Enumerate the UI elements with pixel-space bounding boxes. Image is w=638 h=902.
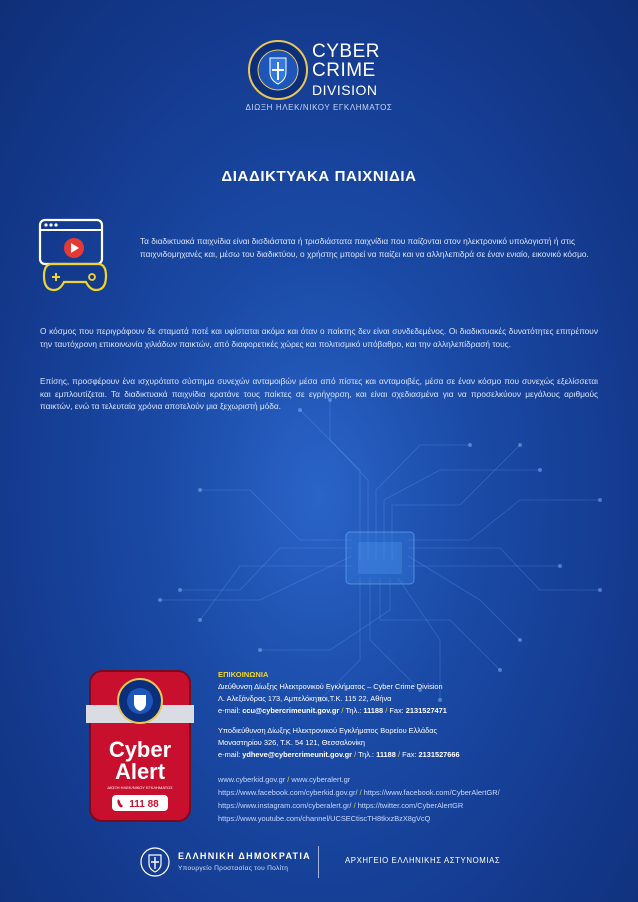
email-link-2[interactable]: ydheve@cybercrimeunit.gov.gr	[242, 750, 352, 759]
brand-line-cyber: CYBER	[312, 41, 380, 62]
brand-line-crime: CRIME	[312, 60, 376, 81]
badge-line2: Alert	[114, 759, 166, 784]
intro-text: Τα διαδικτυακά παιχνίδια είναι δισδιάστατα ή τρισδιάστατα παιχνίδια που παίζονται στον ηλεκτρονικό υπολογιστή ή στις παιχνιδομηχανές και, μέσω του διαδικτύου, ο χρήστης μπορεί να παίζει και να αλληλεπιδρά σε έναν ενιαίο, εικονικό κόσμο.	[140, 236, 589, 259]
contact-address-1: Λ. Αλεξάνδρας 173, Αμπελόκηποι,Τ.Κ. 115 22, Αθήνα	[218, 694, 392, 703]
body-paragraph-1: Ο κόσμος που περιγράφουν δε σταματά ποτέ και υφίσταται ακόμα και όταν ο παίκτης δεν είναι συνδεδεμένος. Οι διαδικτυακές δυνατότητες επιτρέπουν την ταυτόχρονη επικοινωνία χιλιάδων παικτών, από διαφορετικές χώρες και πολιτισμικό υπόβαθρο, και την αλληλεπίδρασή τους.	[40, 326, 598, 349]
brand-subtitle: ΔΙΩΞΗ ΗΛΕΚ/ΝΙΚΟΥ ΕΓΚΛΗΜΑΤΟΣ	[245, 103, 393, 112]
contact-line-2: e-mail: ydheve@cybercrimeunit.gov.gr / Τηλ.: 11188 / Fax: 2131527666	[218, 750, 460, 759]
links-section: www.cyberkid.gov.gr / www.cyberalert.gr https://www.facebook.com/cyberkid.gov.gr/ / https://www.facebook.com/CyberAlertGR/ https://www.instagram.com/cyberalert.gr/ / https://twitter.com/CyberAlertGR https://www.youtube.com/channel/UCSECtiscTH8tkxzBzX8gVcQ	[218, 775, 500, 823]
link-facebook-cyberalert[interactable]: https://www.facebook.com/CyberAlertGR/	[363, 788, 500, 797]
link-cyberkid[interactable]: www.cyberkid.gov.gr	[218, 775, 286, 784]
link-twitter[interactable]: https://twitter.com/CyberAlertGR	[357, 801, 464, 810]
police-hq-label: ΑΡΧΗΓΕΙΟ ΕΛΛΗΝΙΚΗΣ ΑΣΤΥΝΟΜΙΑΣ	[345, 856, 501, 865]
gov-title: ΕΛΛΗΝΙΚΗ ΔΗΜΟΚΡΑΤΙΑ	[178, 851, 311, 861]
contact-org-2: Υποδιεύθυνση Δίωξης Ηλεκτρονικού Εγκλήματος Βορείου Ελλάδας	[218, 726, 438, 735]
gov-subtitle: Υπουργείο Προστασίας του Πολίτη	[178, 865, 289, 872]
greek-emblem-icon	[140, 847, 170, 877]
contact-section	[218, 669, 598, 761]
link-cyberalert[interactable]: www.cyberalert.gr	[291, 775, 351, 784]
contact-heading: ΕΠΙΚΟΙΝΩΝΙΑ	[218, 670, 269, 679]
cyber-alert-badge	[86, 665, 194, 825]
police-seal-icon	[248, 40, 308, 100]
link-facebook-cyberkid[interactable]: https://www.facebook.com/cyberkid.gov.gr/	[218, 788, 358, 797]
email-link-1[interactable]: ccu@cybercrimeunit.gov.gr	[242, 706, 340, 715]
brand-line-division: DIVISION	[312, 82, 378, 98]
body-paragraph-2: Επίσης, προσφέρουν ένα ισχυρότατο σύστημα συνεχών ανταμοιβών μέσα από πίστες και ανταμοιβές, μέσα σε έναν κόσμο που συνεχώς εξελίσσεται και εμπλουτίζεται. Τα διαδικτυακά παιχνίδια κρατάνε τους παίκτες σε εγρήγορση, και είναι σχεδιασμένα για να προσελκύουν μεγάλους αριθμούς παικτών, ενώ τα τελευταία χρόνια αποτελούν μια ξεχωριστή μόδα.	[40, 376, 598, 412]
contact-org-1: Διεύθυνση Δίωξης Ηλεκτρονικού Εγκλήματος – Cyber Crime Division	[218, 682, 443, 691]
footer	[0, 842, 638, 882]
brand-wordmark	[312, 42, 380, 98]
link-youtube[interactable]: https://www.youtube.com/channel/UCSECtiscTH8tkxzBzX8gVcQ	[218, 814, 431, 823]
contact-line-1: e-mail: ccu@cybercrimeunit.gov.gr / Τηλ.: 11188 / Fax: 2131527471	[218, 706, 447, 715]
badge-line1: Cyber	[108, 737, 172, 762]
contact-address-2: Μοναστηρίου 326, Τ.Κ. 54 121, Θεσσαλονίκη	[218, 738, 365, 747]
page-title: ΔΙΑΔΙΚΤΥΑΚΑ ΠΑΙΧΝΙΔΙΑ	[221, 168, 417, 185]
link-instagram[interactable]: https://www.instagram.com/cyberalert.gr/	[218, 801, 352, 810]
badge-caption: ΔΙΩΞΗ ΗΛΕΚ/ΝΙΚΟΥ ΕΓΚΛΗΜΑΤΟΣ	[107, 785, 173, 790]
badge-phone: 111 88	[129, 799, 159, 810]
footer-divider	[318, 846, 319, 878]
online-game-icon	[38, 218, 112, 294]
header	[0, 40, 638, 120]
